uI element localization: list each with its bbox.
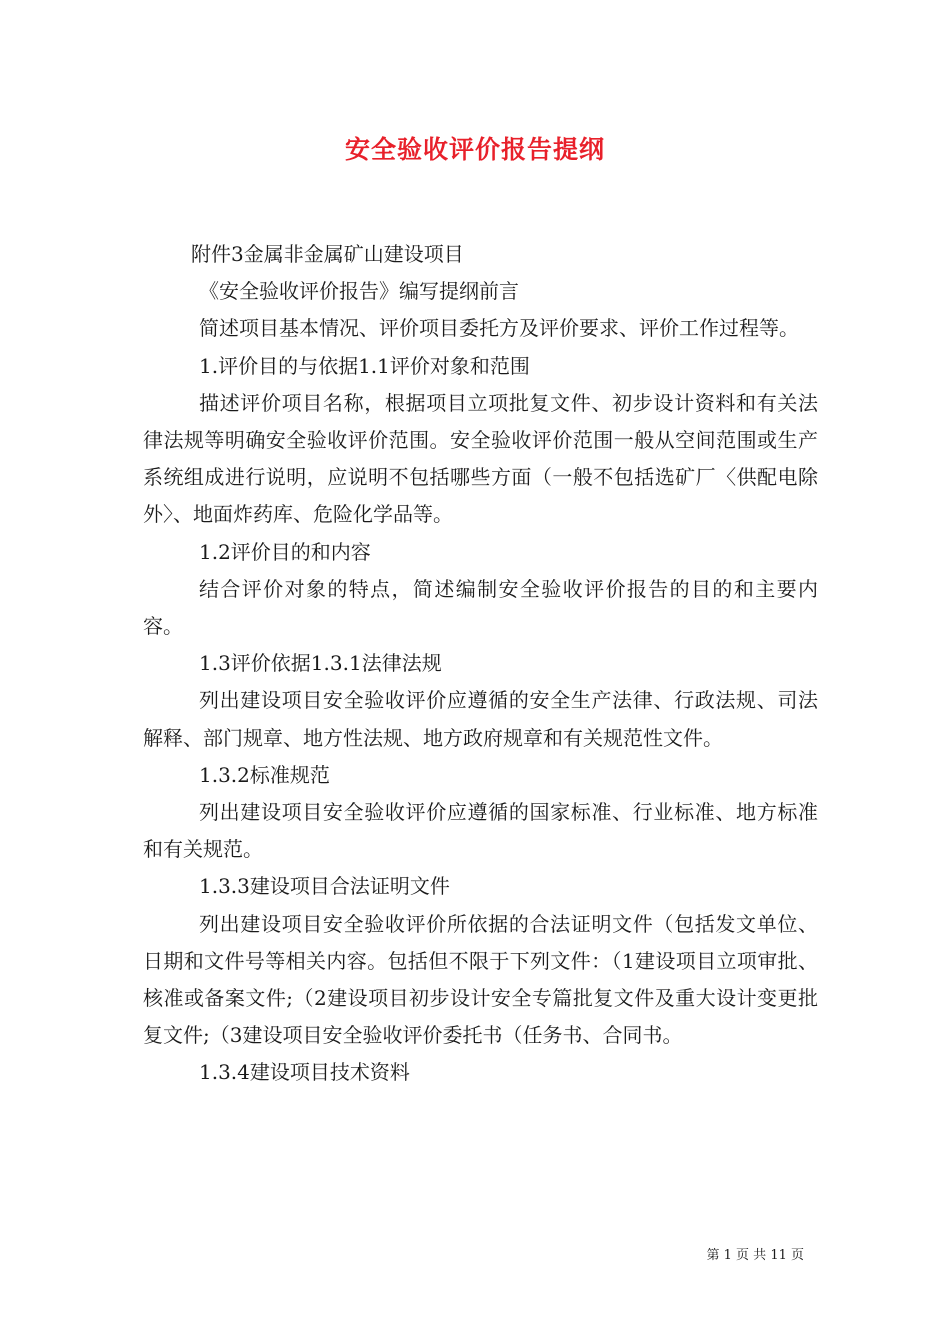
paragraph-heading-1-3: 1.3评价依据1.3.1法律法规 [199,651,442,676]
document-title: 安全验收评价报告提纲 [344,135,605,164]
paragraph-heading-1-3-2: 1.3.2标准规范 [199,762,330,787]
paragraph-attachment: 附件3金属非金属矿山建设项目 [191,242,464,266]
paragraph-heading-1-3-4: 1.3.4建设项目技术资料 [199,1060,410,1085]
paragraph-preface-text: 简述项目基本情况、评价项目委托方及评价要求、评价工作过程等。 [199,316,799,341]
paragraph-heading-1: 1.评价目的与依据1.1评价对象和范围 [199,353,530,378]
paragraph-scope-text: 描述评价项目名称，根据项目立项批复文件、初步设计资料和有关法律法规等明确安全验收评价范围。安全验收评价范围一般从空间范围或生产系统组成进行说明，应说明不包括哪些方面（一般不包括选矿厂〈供配电除外〉、地面炸药库、危险化学品等。 [143,390,818,527]
paragraph-heading-1-3-3: 1.3.3建设项目合法证明文件 [199,874,450,899]
paragraph-purpose-text: 结合评价对象的特点，简述编制安全验收评价报告的目的和主要内容。 [143,576,818,639]
page-number: 第 1 页 共 11 页 [706,1248,804,1263]
paragraph-standards-text: 列出建设项目安全验收评价应遵循的国家标准、行业标准、地方标准和有关规范。 [143,800,818,862]
paragraph-laws-text: 列出建设项目安全验收评价应遵循的安全生产法律、行政法规、司法解释、部门规章、地方性法规、地方政府规章和有关规范性文件。 [143,688,818,750]
paragraph-heading-1-2: 1.2评价目的和内容 [199,539,371,564]
document-body [143,236,818,1092]
paragraph-documents-text: 列出建设项目安全验收评价所依据的合法证明文件（包括发文单位、日期和文件号等相关内容。包括但不限于下列文件：（1建设项目立项审批、核准或备案文件;（2建设项目初步设计安全专篇批复文件及重大设计变更批复文件;（3建设项目安全验收评价委托书（任务书、合同书。 [143,911,818,1048]
paragraph-outline-preface: 《安全验收评价报告》编写提纲前言 [199,279,519,304]
